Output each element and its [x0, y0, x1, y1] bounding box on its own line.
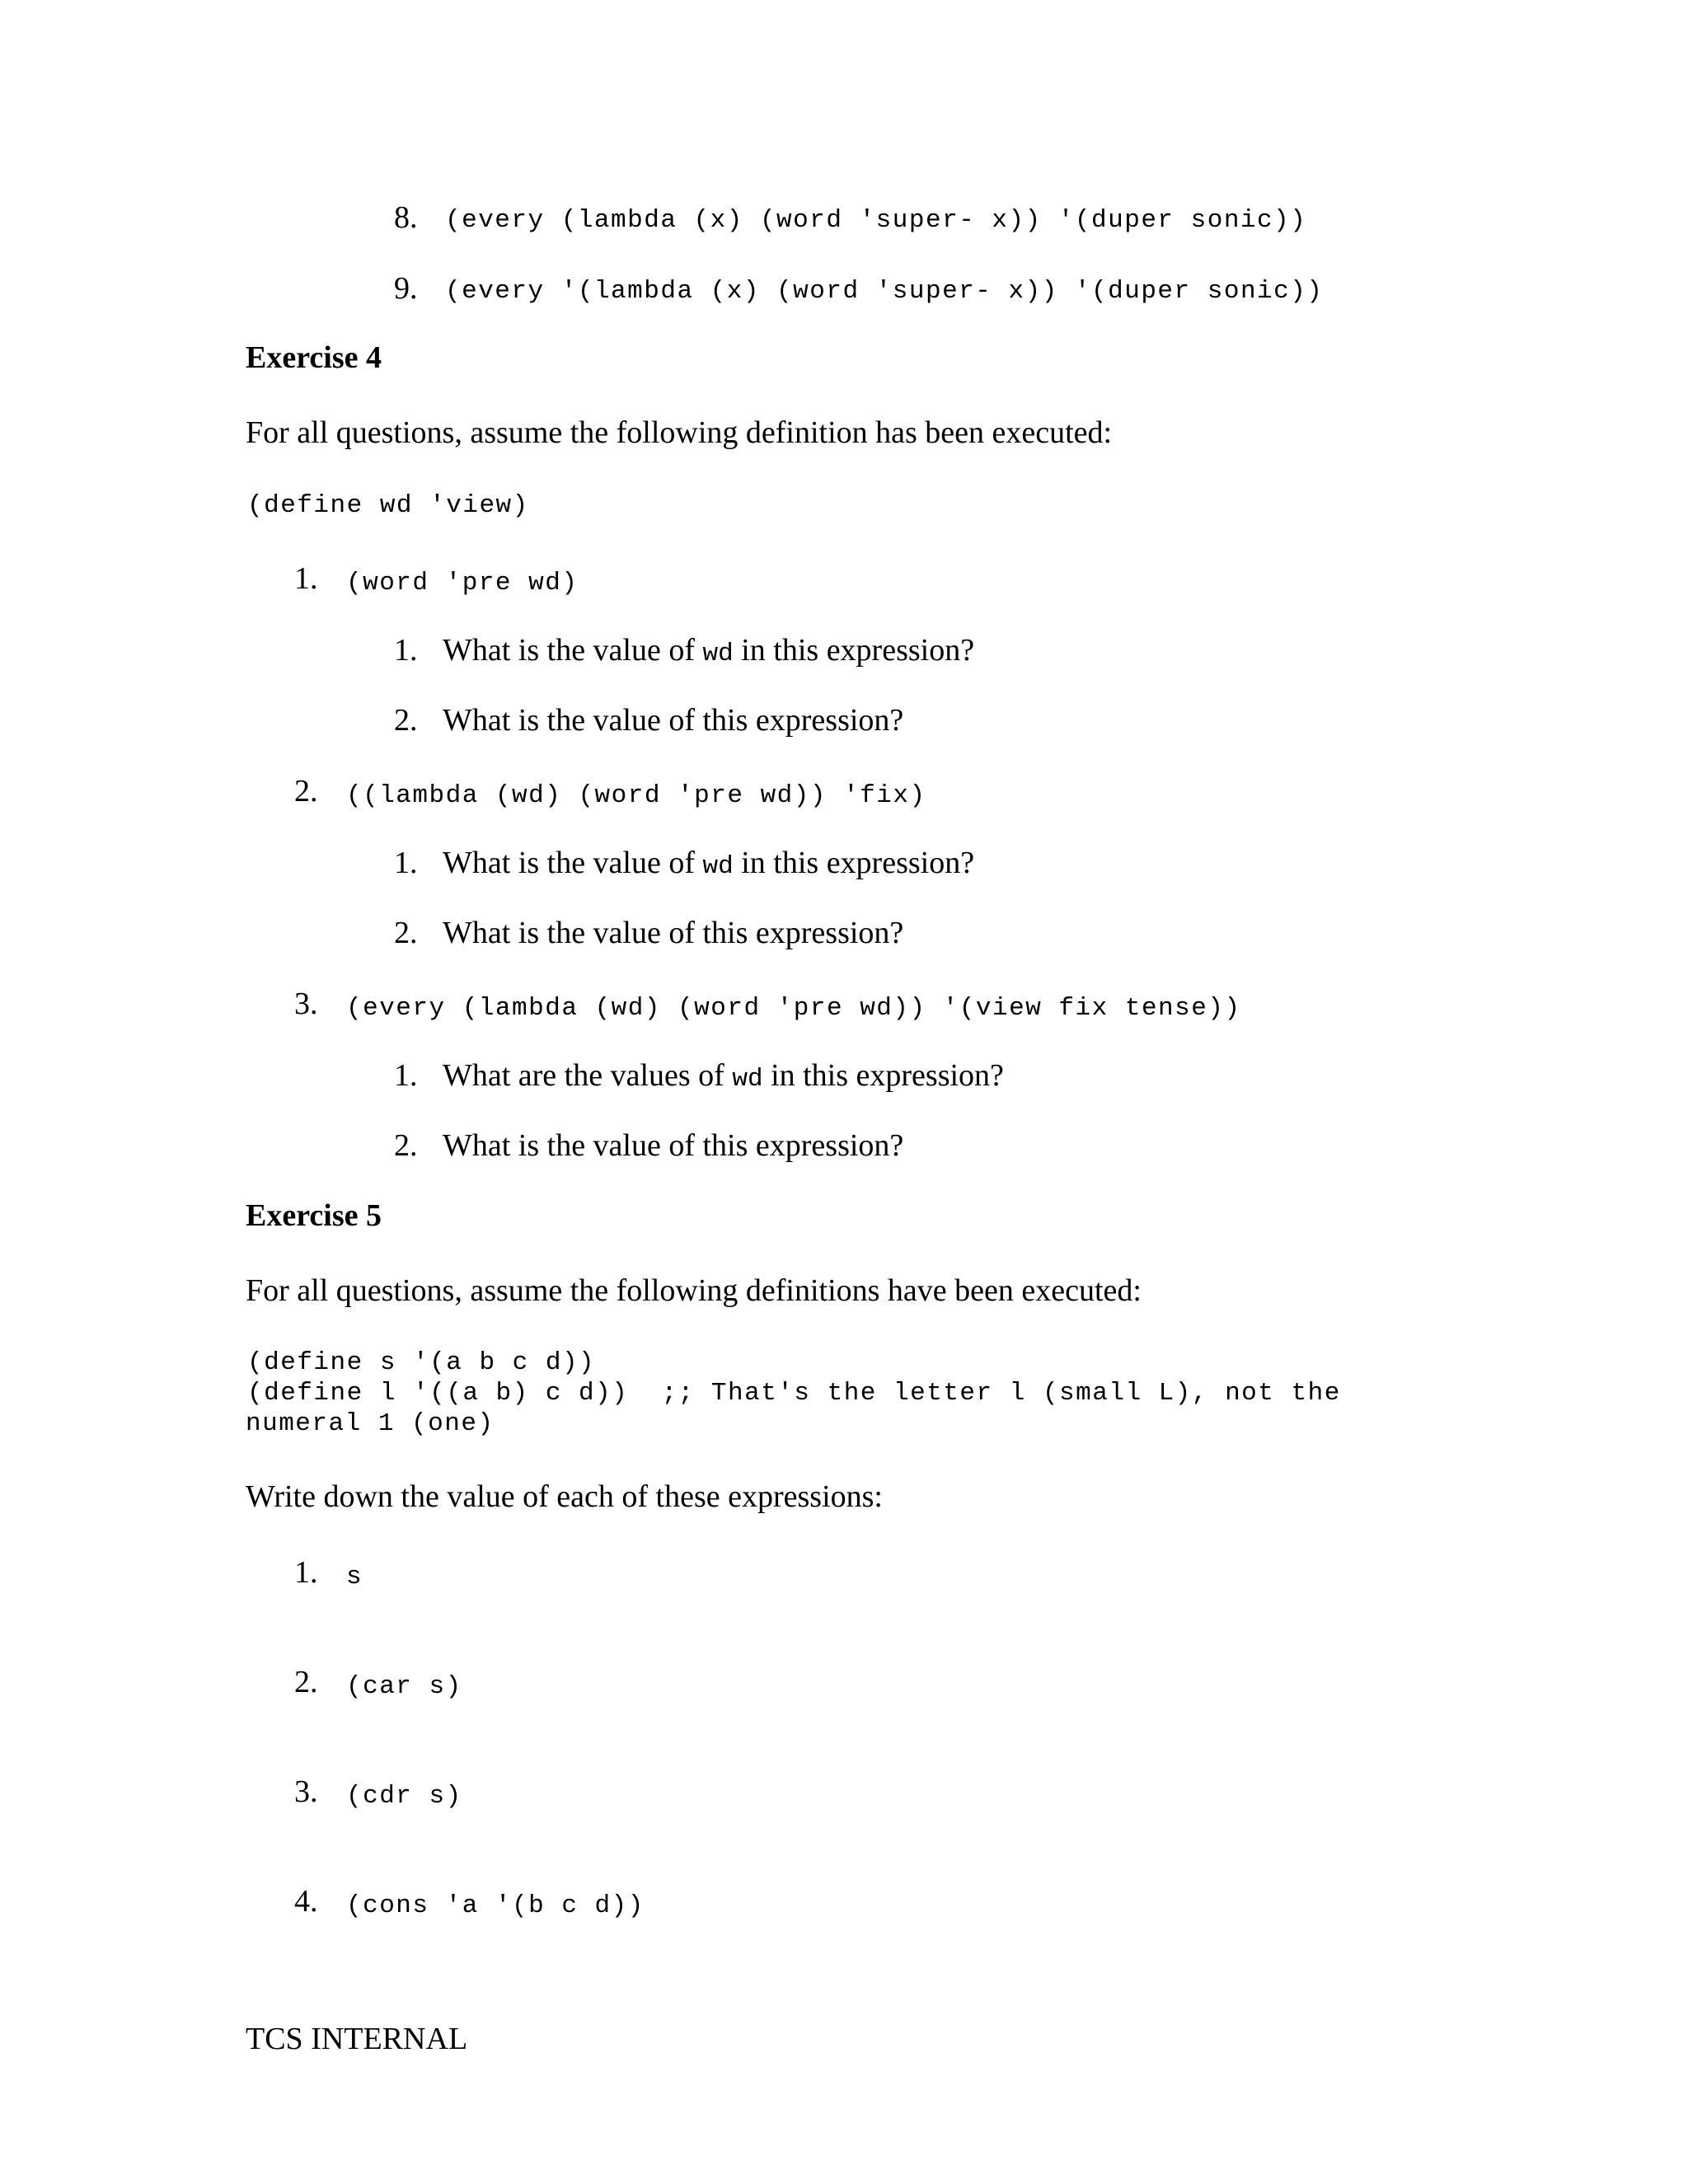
- question-text: What is the value of wd in this expression?: [443, 846, 975, 881]
- section-intro: For all questions, assume the following definitions have been executed:: [246, 1273, 1142, 1308]
- code-expression: (every (lambda (wd) (word 'pre wd)) '(view fix tense)): [346, 994, 1241, 1023]
- section-intro: For all questions, assume the following definition has been executed:: [246, 415, 1113, 450]
- list-number: 3.: [294, 987, 318, 1021]
- footer-label: TCS INTERNAL: [246, 2022, 468, 2056]
- sub-list-number: 1.: [394, 846, 418, 880]
- code-expression: (every '(lambda (x) (word 'super- x)) '(duper sonic)): [445, 277, 1324, 306]
- code-expression: (cdr s): [346, 1782, 462, 1811]
- list-number: 1.: [294, 1555, 318, 1590]
- list-number: 4.: [294, 1884, 318, 1919]
- list-number: 3.: [294, 1774, 318, 1809]
- code-expression: s: [346, 1563, 363, 1591]
- question-text: What is the value of this expression?: [443, 916, 904, 950]
- code-definition-line: (define l '((a b) c d)) ;; That's the letter l (small L), not the: [247, 1379, 1341, 1408]
- section-heading: Exercise 5: [246, 1198, 382, 1233]
- list-number: 9.: [394, 271, 418, 306]
- question-text: What is the value of wd in this expression?: [443, 633, 975, 668]
- list-number: 2.: [294, 774, 318, 808]
- code-expression: (every (lambda (x) (word 'super- x)) '(duper sonic)): [445, 206, 1307, 235]
- sub-list-number: 2.: [394, 1128, 418, 1163]
- question-text: What is the value of this expression?: [443, 1128, 904, 1163]
- sub-list-number: 1.: [394, 1058, 418, 1093]
- section-heading: Exercise 4: [246, 340, 382, 375]
- sub-list-number: 2.: [394, 916, 418, 950]
- code-expression: (car s): [346, 1672, 462, 1701]
- code-expression: (word 'pre wd): [346, 569, 579, 598]
- code-expression: ((lambda (wd) (word 'pre wd)) 'fix): [346, 781, 926, 810]
- code-expression: (cons 'a '(b c d)): [346, 1891, 645, 1920]
- sub-list-number: 2.: [394, 703, 418, 738]
- code-definition-line: (define s '(a b c d)): [247, 1348, 596, 1377]
- sub-list-number: 1.: [394, 633, 418, 668]
- list-number: 2.: [294, 1665, 318, 1699]
- inline-code: wd: [702, 640, 734, 668]
- inline-code: wd: [732, 1065, 763, 1094]
- code-definition: (define wd 'view): [247, 491, 529, 520]
- code-definition-line: numeral 1 (one): [246, 1409, 495, 1438]
- question-text: What is the value of this expression?: [443, 703, 904, 738]
- question-text: What are the values of wd in this expression?: [443, 1058, 1004, 1094]
- list-number: 1.: [294, 561, 318, 596]
- inline-code: wd: [702, 852, 734, 881]
- instruction-text: Write down the value of each of these expressions:: [246, 1479, 883, 1514]
- list-number: 8.: [394, 200, 418, 235]
